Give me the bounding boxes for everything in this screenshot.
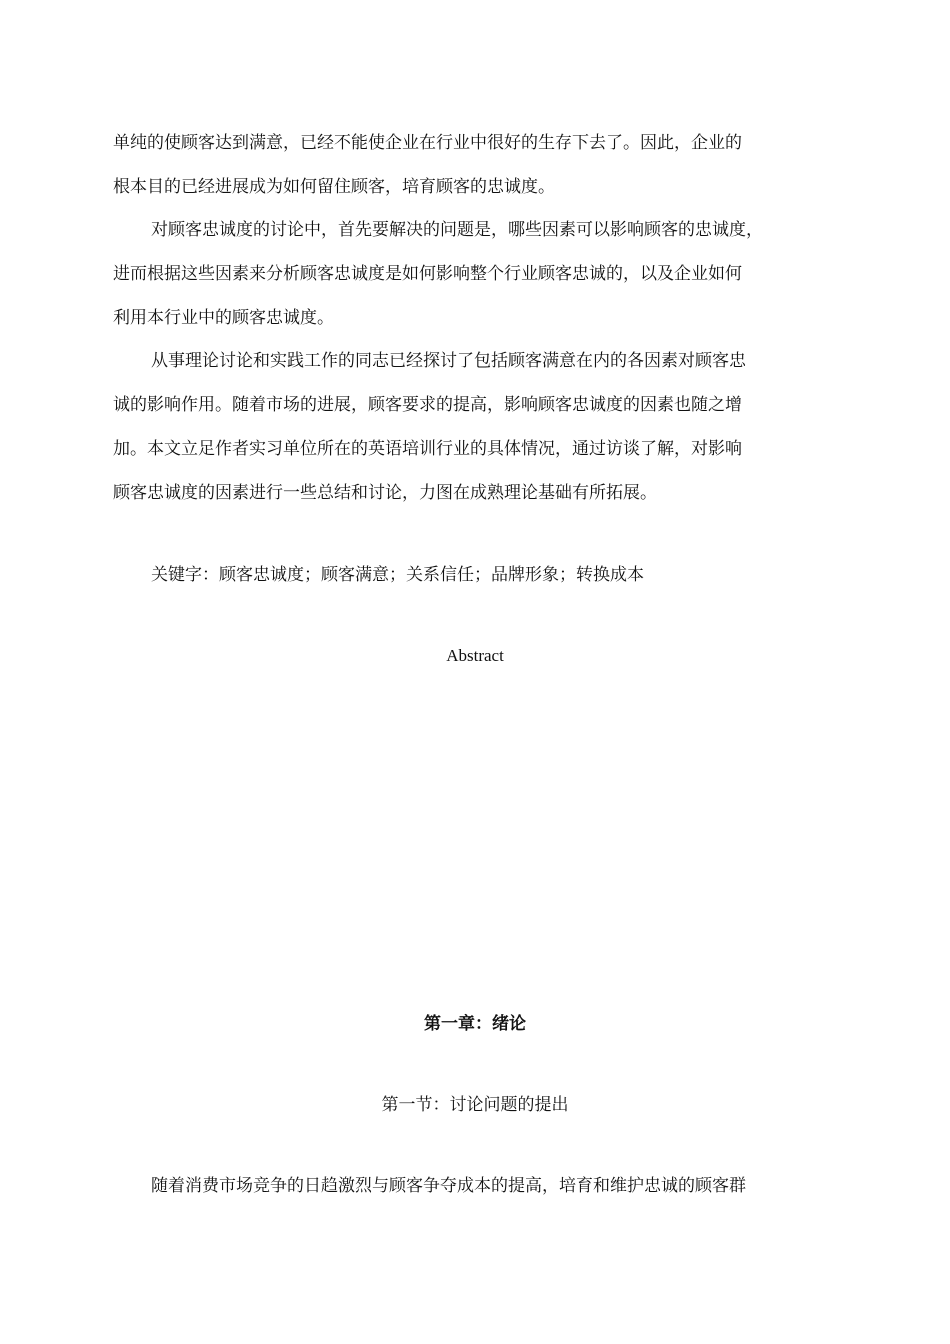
paragraph-3-line-1: 从事理论讨论和实践工作的同志已经探讨了包括顾客满意在内的各因素对顾客忠 <box>151 351 746 371</box>
chapter-heading: 第一章：绪论 <box>424 1014 526 1034</box>
paragraph-1-line-1: 单纯的使顾客达到满意，已经不能使企业在行业中很好的生存下去了。因此，企业的 <box>113 133 742 153</box>
section-heading: 第一节：讨论问题的提出 <box>381 1095 569 1115</box>
abstract-heading: Abstract <box>446 646 504 665</box>
keywords-line: 关键字：顾客忠诚度；顾客满意；关系信任；品牌形象；转换成本 <box>151 565 644 585</box>
paragraph-2-line-2: 进而根据这些因素来分析顾客忠诚度是如何影响整个行业顾客忠诚的，以及企业如何 <box>113 264 742 284</box>
paragraph-3-line-3: 加。本文立足作者实习单位所在的英语培训行业的具体情况，通过访谈了解，对影响 <box>113 439 742 459</box>
paragraph-1-line-2: 根本目的已经进展成为如何留住顾客，培育顾客的忠诚度。 <box>113 177 555 197</box>
paragraph-2-line-1: 对顾客忠诚度的讨论中，首先要解决的问题是，哪些因素可以影响顾客的忠诚度， <box>151 220 763 240</box>
paragraph-4-line-1: 随着消费市场竞争的日趋激烈与顾客争夺成本的提高，培育和维护忠诚的顾客群 <box>151 1176 746 1196</box>
paragraph-3-line-4: 顾客忠诚度的因素进行一些总结和讨论，力图在成熟理论基础有所拓展。 <box>113 483 657 503</box>
paragraph-2-line-3: 利用本行业中的顾客忠诚度。 <box>113 308 334 328</box>
paragraph-3-line-2: 诚的影响作用。随着市场的进展，顾客要求的提高，影响顾客忠诚度的因素也随之增 <box>113 395 742 415</box>
